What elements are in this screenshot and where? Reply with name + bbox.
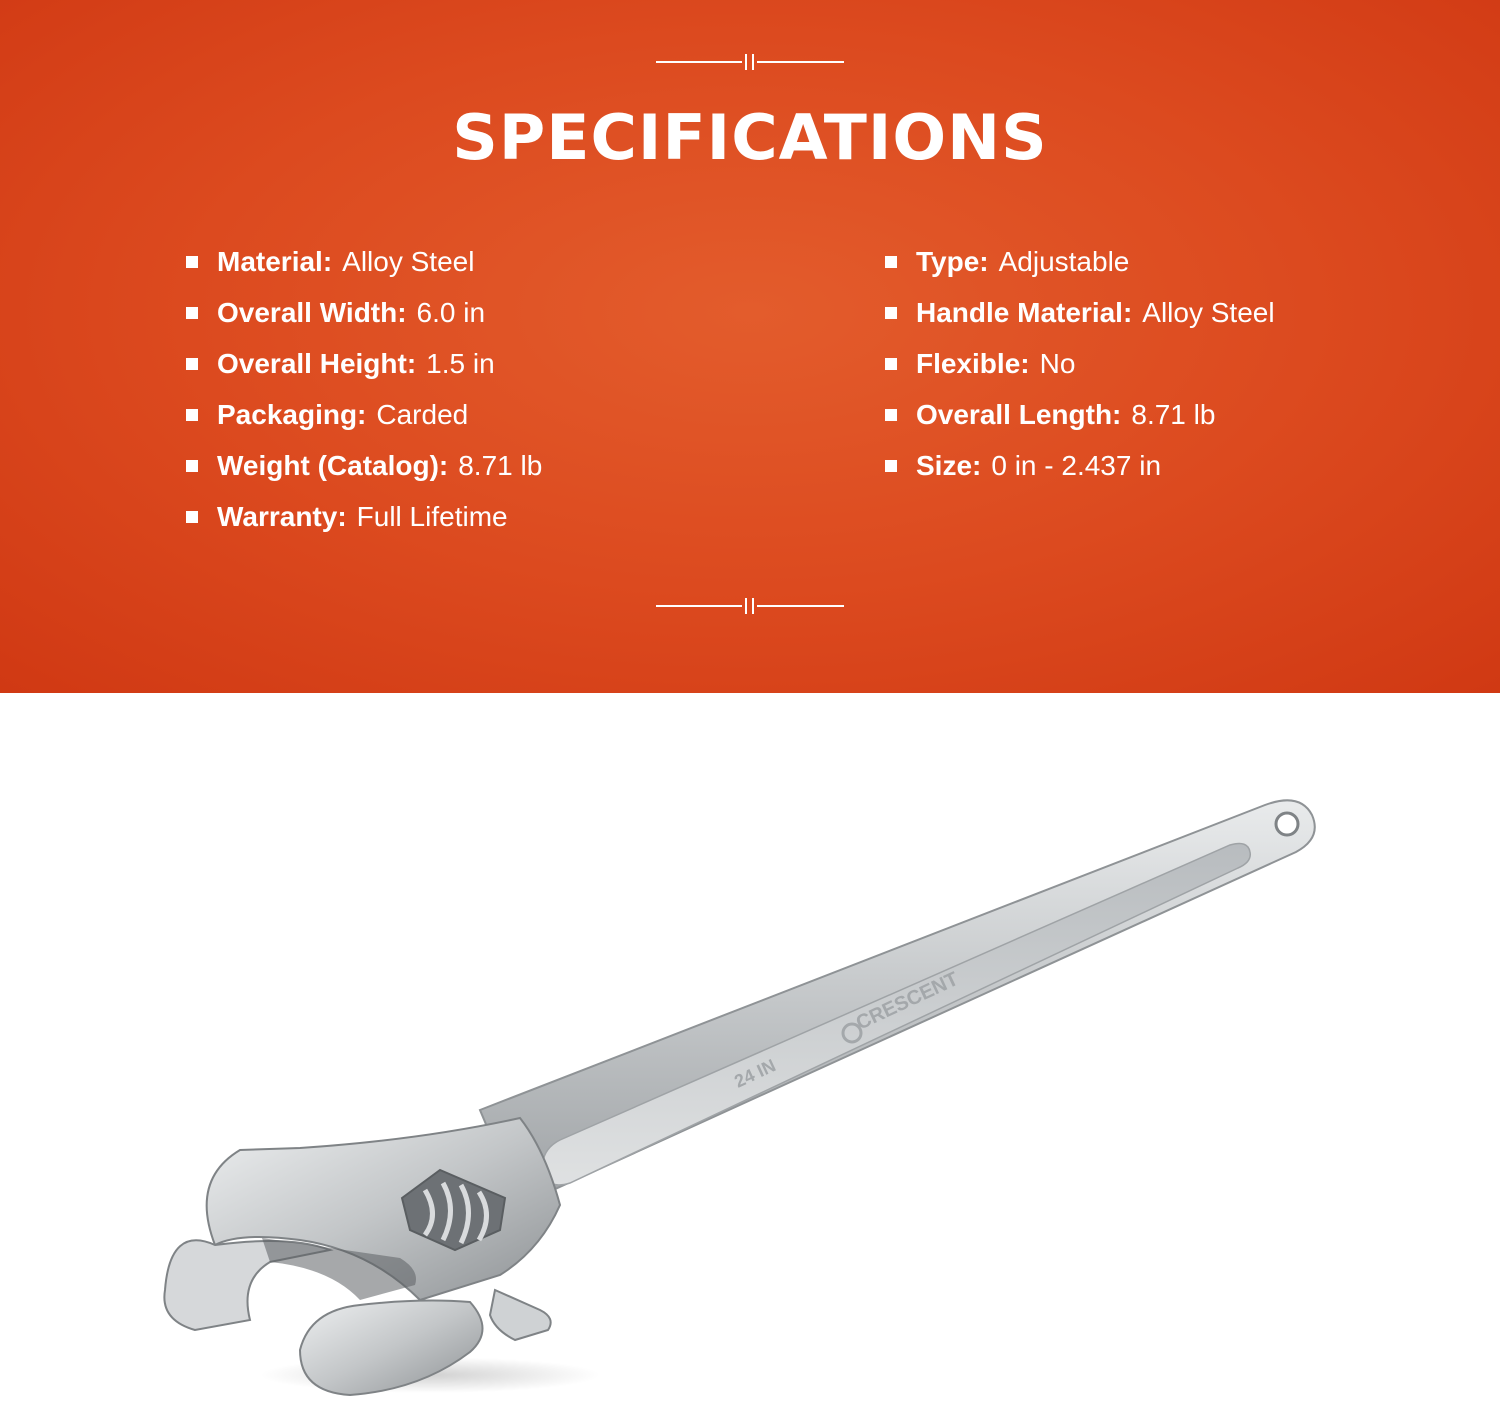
spec-item bbox=[184, 287, 542, 338]
brand-mark: CRESCENT bbox=[852, 968, 962, 1035]
adjustable-wrench-image bbox=[0, 693, 1500, 1410]
bullet-square-icon bbox=[186, 256, 198, 268]
bullet-square-icon bbox=[186, 409, 198, 421]
spec-label: Material: bbox=[217, 246, 333, 277]
spec-label: Overall Length: bbox=[916, 399, 1122, 430]
divider-ornament-top bbox=[656, 52, 844, 72]
spec-value: Adjustable bbox=[998, 246, 1130, 277]
spec-item bbox=[883, 389, 1275, 440]
spec-value: Full Lifetime bbox=[356, 501, 508, 532]
spec-label: Weight (Catalog): bbox=[217, 450, 449, 481]
spec-item bbox=[184, 389, 542, 440]
spec-item bbox=[883, 236, 1275, 287]
spec-value: 0 in - 2.437 in bbox=[991, 450, 1162, 481]
bullet-square-icon bbox=[885, 460, 897, 472]
size-mark: 24 IN bbox=[731, 1055, 779, 1092]
spec-item bbox=[883, 440, 1275, 491]
spec-label: Packaging: bbox=[217, 399, 367, 430]
bullet-square-icon bbox=[885, 409, 897, 421]
spec-item bbox=[184, 440, 542, 491]
bullet-square-icon bbox=[186, 460, 198, 472]
spec-value: 8.71 lb bbox=[1131, 399, 1216, 430]
specifications-banner bbox=[0, 0, 1500, 693]
spec-label: Type: bbox=[916, 246, 989, 277]
bullet-square-icon bbox=[885, 358, 897, 370]
spec-value: 1.5 in bbox=[426, 348, 495, 379]
bullet-square-icon bbox=[186, 511, 198, 523]
bullet-square-icon bbox=[186, 307, 198, 319]
spec-list-right bbox=[883, 236, 1275, 491]
spec-item bbox=[184, 491, 542, 542]
spec-value: No bbox=[1039, 348, 1076, 379]
spec-label: Overall Height: bbox=[217, 348, 417, 379]
spec-list-left bbox=[184, 236, 542, 542]
spec-item bbox=[883, 287, 1275, 338]
spec-value: 6.0 in bbox=[416, 297, 486, 328]
spec-label: Size: bbox=[916, 450, 982, 481]
spec-label: Flexible: bbox=[916, 348, 1030, 379]
spec-item bbox=[184, 338, 542, 389]
divider-ornament-bottom bbox=[656, 596, 844, 616]
spec-value: Alloy Steel bbox=[342, 246, 475, 277]
spec-value: 8.71 lb bbox=[458, 450, 543, 481]
spec-item bbox=[184, 236, 542, 287]
bullet-square-icon bbox=[885, 256, 897, 268]
page-title: SPECIFICATIONS bbox=[452, 101, 1048, 174]
bullet-square-icon bbox=[186, 358, 198, 370]
spec-label: Overall Width: bbox=[217, 297, 407, 328]
bullet-square-icon bbox=[885, 307, 897, 319]
spec-value: Carded bbox=[376, 399, 469, 430]
product-image-area bbox=[0, 693, 1500, 1410]
spec-value: Alloy Steel bbox=[1142, 297, 1275, 328]
spec-item bbox=[883, 338, 1275, 389]
spec-label: Warranty: bbox=[217, 501, 347, 532]
spec-label: Handle Material: bbox=[916, 297, 1133, 328]
